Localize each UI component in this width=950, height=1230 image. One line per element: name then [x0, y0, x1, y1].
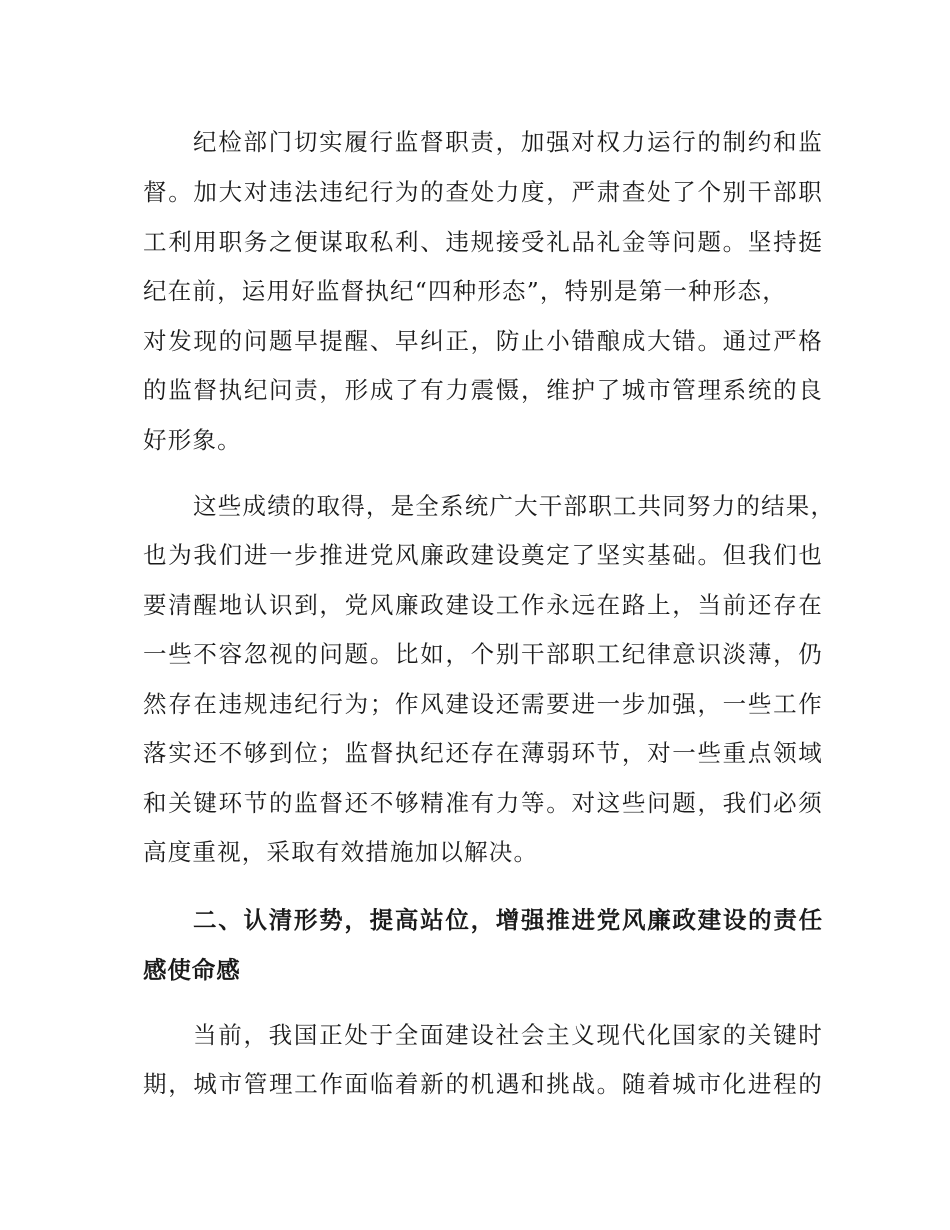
- paragraph-line: 纪检部门切实履行监督职责，加强对权力运行的制约和监: [193, 128, 823, 156]
- paragraph-line: 督。加大对违法违纪行为的查处力度，严肃查处了个别干部职: [143, 178, 823, 206]
- paragraph-line: 落实还不够到位；监督执纪还存在薄弱环节，对一些重点领域: [143, 739, 823, 767]
- paragraph-line: 然存在违规违纪行为；作风建设还需要进一步加强，一些工作: [143, 690, 823, 718]
- paragraph-line: 对发现的问题早提醒、早纠正，防止小错酿成大错。通过严格: [143, 327, 823, 355]
- paragraph-line: 和关键环节的监督还不够精准有力等。对这些问题，我们必须: [143, 789, 823, 817]
- paragraph-line: 高度重视，采取有效措施加以解决。: [143, 838, 539, 866]
- heading-line: 感使命感: [143, 956, 241, 984]
- paragraph-line: 一些不容忽视的问题。比如，个别干部职工纪律意识淡薄，仍: [143, 640, 823, 668]
- paragraph-line: 要清醒地认识到，党风廉政建设工作永远在路上，当前还存在: [143, 591, 823, 619]
- paragraph-line: 期，城市管理工作面临着新的机遇和挑战。随着城市化进程的: [143, 1070, 823, 1098]
- paragraph-line: 纪在前，运用好监督执纪“四种形态”，特别是第一种形态，: [143, 277, 787, 305]
- heading-line: 二、认清形势，提高站位，增强推进党风廉政建设的责任: [193, 906, 823, 934]
- paragraph-line: 工利用职务之便谋取私利、违规接受礼品礼金等问题。坚持挺: [143, 228, 823, 256]
- paragraph-line: 当前，我国正处于全面建设社会主义现代化国家的关键时: [193, 1021, 823, 1049]
- paragraph-line: 的监督执纪问责，形成了有力震慑，维护了城市管理系统的良: [143, 376, 823, 404]
- paragraph-line: 也为我们进一步推进党风廉政建设奠定了坚实基础。但我们也: [143, 541, 823, 569]
- paragraph-line: 好形象。: [143, 426, 242, 454]
- paragraph-line: 这些成绩的取得，是全系统广大干部职工共同努力的结果，: [193, 492, 836, 520]
